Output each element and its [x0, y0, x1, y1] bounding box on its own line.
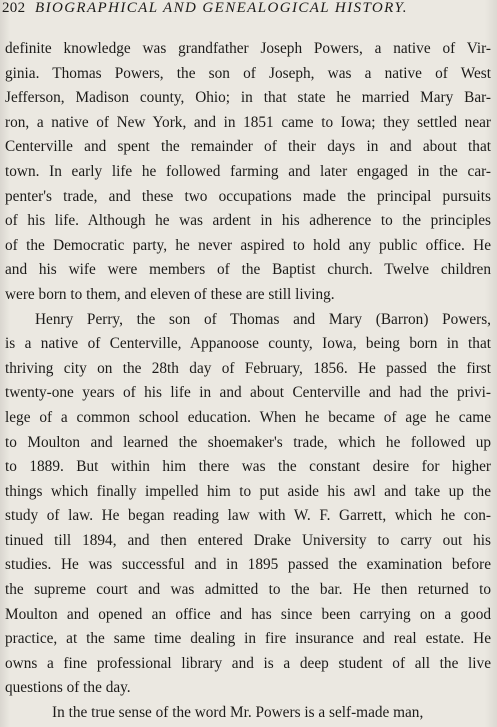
paragraph-end-line: were born to them, and eleven of these are still living. — [5, 285, 335, 303]
text-line: penter's trade, and these two occupations made the principal pursuits — [5, 187, 491, 205]
text-line: ginia. Thomas Powers, the son of Joseph, was a native of West — [5, 64, 491, 82]
text-line: twenty-one years of his life in and about Centerville and had the privi- — [5, 384, 491, 402]
text-line: the supreme court and was admitted to the bar. He then returned to — [5, 581, 491, 599]
text-line: Jefferson, Madison county, Ohio; in that state he married Mary Bar- — [5, 89, 491, 107]
text-line: lege of a common school education. When he became of age he came — [5, 408, 491, 426]
text-line: ron, a native of New York, and in 1851 came to Iowa; they settled near — [5, 113, 491, 131]
text-line: practice, at the same time dealing in fire insurance and real estate. He — [5, 630, 491, 648]
text-line: thriving city on the 28th day of February, 1856. He passed the first — [5, 359, 491, 377]
text-line: tinued till 1894, and then entered Drake University to carry out his — [5, 531, 491, 549]
text-line: town. In early life he followed farming and later engaged in the car- — [5, 162, 491, 180]
body-text — [5, 37, 491, 726]
text-line: study of law. He began reading law with W. F. Garrett, which he con- — [5, 507, 491, 525]
text-line: to 1889. But within him there was the constant desire for higher — [5, 458, 491, 476]
text-line: owns a fine professional library and is a deep student of all the live — [5, 654, 491, 672]
text-line: of the Democratic party, he never aspired to hold any public office. He — [5, 236, 491, 254]
page-number: 202 — [2, 0, 26, 16]
text-line: things which finally impelled him to put aside his awl and take up the — [5, 482, 491, 500]
running-head: BIOGRAPHICAL AND GENEALOGICAL HISTORY. — [35, 0, 408, 16]
text-line: definite knowledge was grandfather Joseph Powers, a native of Vir- — [5, 40, 491, 57]
text-line: Centerville and spent the remainder of their days in and about that — [5, 138, 491, 156]
page-header — [0, 0, 497, 22]
text-line: of his life. Although he was ardent in his adherence to the principles — [5, 212, 491, 230]
text-line: studies. He was successful and in 1895 passed the examination before — [5, 556, 491, 574]
paragraph-end-line: questions of the day. — [5, 679, 131, 697]
text-line: Moulton and opened an office and has since been carrying on a good — [5, 605, 491, 623]
paragraph-start-line: In the true sense of the word Mr. Powers is a self-made man, — [52, 704, 424, 722]
paragraph-start-line: Henry Perry, the son of Thomas and Mary (Barron) Powers, — [35, 310, 491, 328]
text-line: and his wife were members of the Baptist church. Twelve children — [5, 261, 491, 279]
text-line: to Moulton and learned the shoemaker's trade, which he followed up — [5, 433, 491, 451]
text-line: is a native of Centerville, Appanoose county, Iowa, being born in that — [5, 335, 491, 353]
